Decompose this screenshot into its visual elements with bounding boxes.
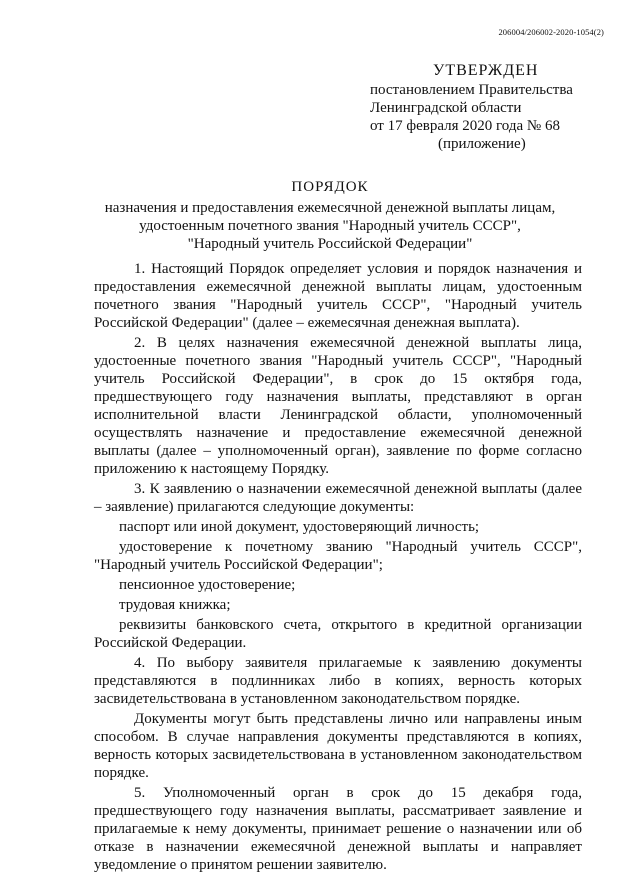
paragraph: 4. По выбору заявителя прилагаемые к заявлению документы представляются в подлинниках либо в копиях, верность которых засвидетельствована в установленном законодательством порядке. <box>94 655 582 707</box>
paragraph: 3. К заявлению о назначении ежемесячной денежной выплаты (далее – заявление) прилагаются следующие документы: <box>94 481 582 515</box>
list-item: реквизиты банковского счета, открытого в кредитной организации Российской Федерации. <box>94 617 582 651</box>
document-code: 206004/206002-2020-1054(2) <box>498 27 604 37</box>
document-body <box>94 260 582 876</box>
list-item: пенсионное удостоверение; <box>119 577 296 593</box>
approval-line: постановлением Правительства <box>370 82 573 98</box>
list-item: трудовая книжка; <box>119 597 231 613</box>
document-subtitle-line: удостоенным почетного звания "Народный учитель СССР", <box>139 218 521 234</box>
document-subtitle-line: назначения и предоставления ежемесячной денежной выплаты лицам, <box>104 200 556 216</box>
approval-annex: (приложение) <box>438 136 526 152</box>
list-item: паспорт или иной документ, удостоверяющий личность; <box>119 519 480 535</box>
document-subtitle-line: "Народный учитель Российской Федерации" <box>187 236 473 252</box>
list-item: удостоверение к почетному званию "Народный учитель СССР", "Народный учитель Российской Федерации"; <box>94 539 582 573</box>
approval-title: УТВЕРЖДЕН <box>433 62 539 79</box>
paragraph: Документы могут быть представлены лично или направлены иным способом. В случае направления документы представляются в копиях, верность которых засвидетельствована в установленном законодательством порядке. <box>94 711 582 781</box>
paragraph: 1. Настоящий Порядок определяет условия и порядок назначения и предоставления ежемесячной денежной выплаты лицам, удостоенным почетного звания "Народный учитель СССР", "Народный учитель Российской Федерации" (далее – ежемесячная денежная выплата). <box>94 261 582 331</box>
paragraph: 2. В целях назначения ежемесячной денежной выплаты лица, удостоенные почетного звания "Народный учитель СССР", "Народный учитель Российской Федерации", в срок до 15 октября года, предшествующего году назначения выплаты, представляют в орган исполнительной власти Ленинградской области, уполномоченный осуществлять назначение и предоставление ежемесячной денежной выплаты (далее – уполномоченный орган), заявление по форме согласно приложению к настоящему Порядку. <box>94 335 582 477</box>
approval-line: от 17 февраля 2020 года № 68 <box>370 118 560 134</box>
approval-line: Ленинградской области <box>370 100 522 116</box>
paragraph: 5. Уполномоченный орган в срок до 15 декабря года, предшествующего году назначения выплаты, рассматривает заявление и прилагаемые к нему документы, принимает решение о назначении или об отказе в назначении ежемесячной денежной выплаты и направляет уведомление о принятом решении заявителю. <box>94 785 582 873</box>
document-title: ПОРЯДОК <box>291 179 369 195</box>
approval-block <box>370 62 610 153</box>
document-title-block <box>60 178 600 253</box>
